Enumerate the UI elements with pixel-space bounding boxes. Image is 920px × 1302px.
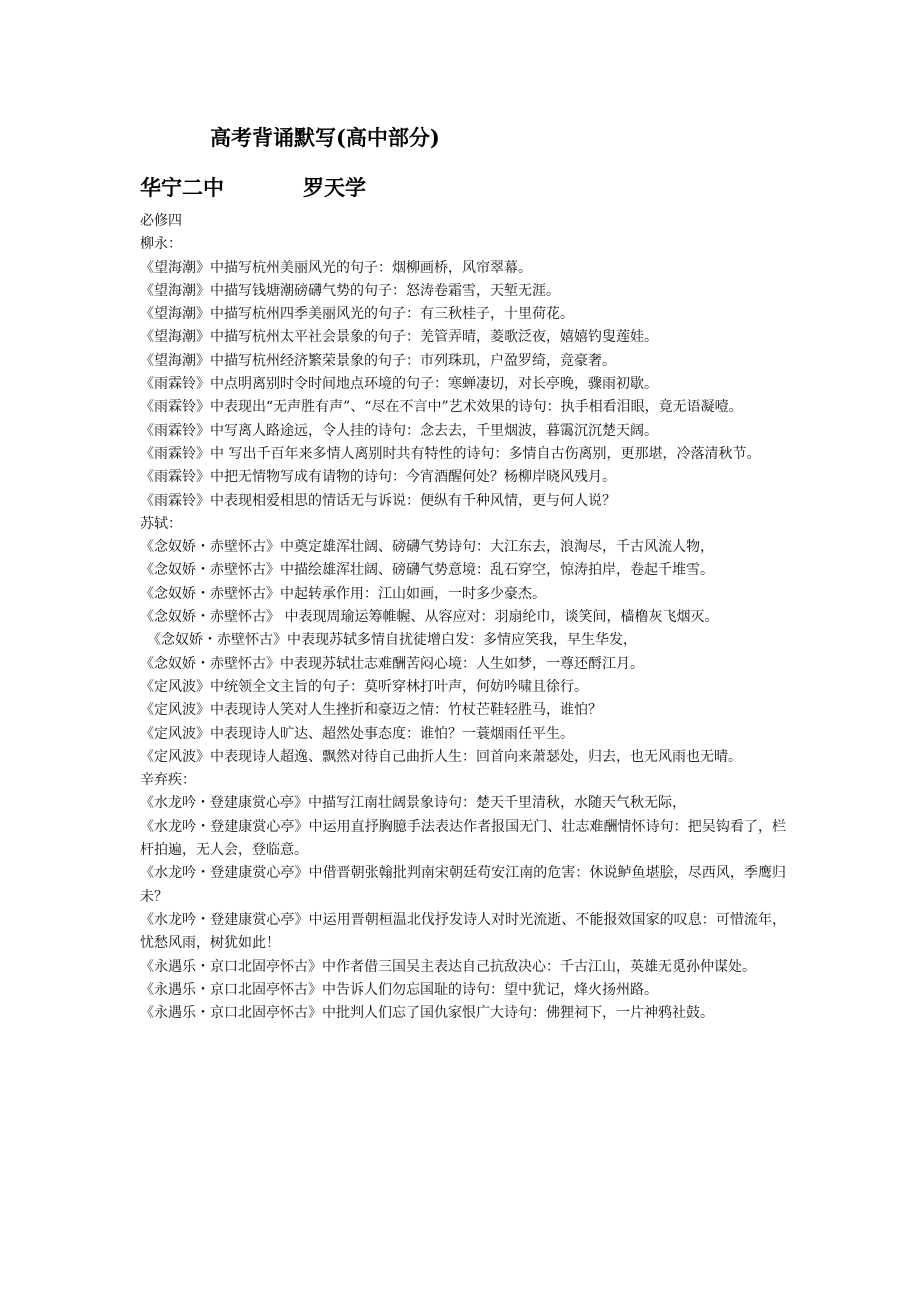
author-name: 罗天学 [303, 176, 366, 200]
text-line: 《永遇乐・京口北固亭怀古》中告诉人们勿忘国耻的诗句：望中犹记，烽火扬州路。 [140, 981, 658, 998]
text-line: 《望海潮》中描写杭州经济繁荣景象的句子：市列珠玑，户盈罗绮，竞豪奢。 [140, 352, 616, 369]
text-line: 《念奴娇・赤壁怀古》 中表现周瑜运筹帷幄、从容应对：羽扇纶巾，谈笑间，樯橹灰飞烟灭。 [140, 609, 719, 626]
text-line: 《永遇乐・京口北固亭怀古》中批判人们忘了国仇家恨广大诗句：佛狸祠下，一片神鸦社鼓。 [140, 1005, 714, 1022]
text-line: 《念奴娇・赤壁怀古》中奠定雄浑壮阔、磅礴气势诗句：大江东去，浪淘尽，千古风流人物， [140, 539, 714, 556]
text-line: 辛弃疾： [140, 772, 196, 789]
text-line: 《念奴娇・赤壁怀古》中表现苏轼多情自扰徒增白发：多情应笑我，早生华发， [147, 632, 637, 649]
text-line: 《望海潮》中描写杭州四季美丽风光的句子：有三秋桂子，十里荷花。 [140, 306, 574, 323]
text-line: 《念奴娇・赤壁怀古》中描绘雄浑壮阔、磅礴气势意境：乱石穿空，惊涛拍岸，卷起千堆雪。 [140, 562, 714, 579]
text-line: 《念奴娇・赤壁怀古》中起转承作用：江山如画，一时多少豪杰。 [140, 585, 546, 602]
author-line [140, 172, 366, 202]
school-name: 华宁二中 [140, 176, 224, 200]
text-line: 《水龙吟・登建康赏心亭》中运用晋朝桓温北伐抒发诗人对时光流逝、不能报效国家的叹息：可惜流年，忧愁风雨，树犹如此！ [140, 911, 786, 952]
text-line: 《望海潮》中描写杭州太平社会景象的句子：羌管弄晴，菱歌泛夜，嬉嬉钓叟莲娃。 [140, 329, 658, 346]
text-line: 《水龙吟・登建康赏心亭》中运用直抒胸臆手法表达作者报国无门、壮志难酬情怀诗句：把吴钩看了，栏杆拍遍，无人会，登临意。 [140, 818, 786, 859]
text-line: 《定风波》中表现诗人笑对人生挫折和豪迈之情：竹杖芒鞋轻胜马，谁怕？ [140, 702, 602, 719]
text-line: 《雨霖铃》中表现出“无声胜有声”、“尽在不言中”艺术效果的诗句：执手相看泪眼，竟无语凝噎。 [140, 399, 743, 416]
text-line: 柳永： [140, 236, 182, 253]
text-line: 《雨霖铃》中点明离别时令时间地点环境的句子：寒蝉凄切，对长亭晚，骤雨初歇。 [140, 376, 658, 393]
text-line: 《雨霖铃》中把无情物写成有请物的诗句：今宵酒醒何处？杨柳岸晓风残月。 [140, 469, 616, 486]
text-line: 《定风波》中表现诗人旷达、超然处事态度：谁怕？一蓑烟雨任平生。 [140, 725, 574, 742]
text-line: 《念奴娇・赤壁怀古》中表现苏轼壮志难酬苦闷心境：人生如梦，一尊还酹江月。 [140, 655, 644, 672]
text-line: 苏轼： [140, 515, 182, 532]
text-line: 《定风波》中统领全文主旨的句子：莫听穿林打叶声，何妨吟啸且徐行。 [140, 678, 588, 695]
text-line: 必修四 [140, 213, 182, 229]
text-line: 《永遇乐・京口北固亭怀古》中作者借三国吴主表达自己抗敌决心：千古江山，英雄无觅孙仲谋处。 [140, 958, 756, 975]
text-line: 《望海潮》中描写钱塘潮磅礴气势的句子：怒涛卷霜雪，天堑无涯。 [140, 282, 560, 299]
document-title: 高考背诵默写(高中部分) [210, 125, 440, 150]
text-line: 《雨霖铃》中表现相爱相思的情话无与诉说：便纵有千种风情，更与何人说？ [140, 492, 616, 509]
text-line: 《定风波》中表现诗人超逸、飘然对待自己曲折人生：回首向来萧瑟处，归去，也无风雨也无晴。 [140, 748, 742, 765]
text-line: 《雨霖铃》中写离人路途远，令人挂的诗句：念去去，千里烟波，暮霭沉沉楚天阔。 [140, 422, 658, 439]
document-body [140, 210, 786, 1025]
text-line: 《水龙吟・登建康赏心亭》中描写江南壮阔景象诗句：楚天千里清秋，水随天气秋无际， [140, 795, 686, 812]
text-line: 《水龙吟・登建康赏心亭》中借晋朝张翰批判南宋朝廷苟安江南的危害：休说鲈鱼堪脍，尽西风，季鹰归未？ [140, 865, 786, 905]
text-line: 《望海潮》中描写杭州美丽风光的句子：烟柳画桥，风帘翠幕。 [140, 259, 532, 276]
text-line: 《雨霖铃》中 写出千百年来多情人离别时共有特性的诗句：多情自古伤离别，更那堪，冷落清秋节。 [140, 445, 761, 462]
